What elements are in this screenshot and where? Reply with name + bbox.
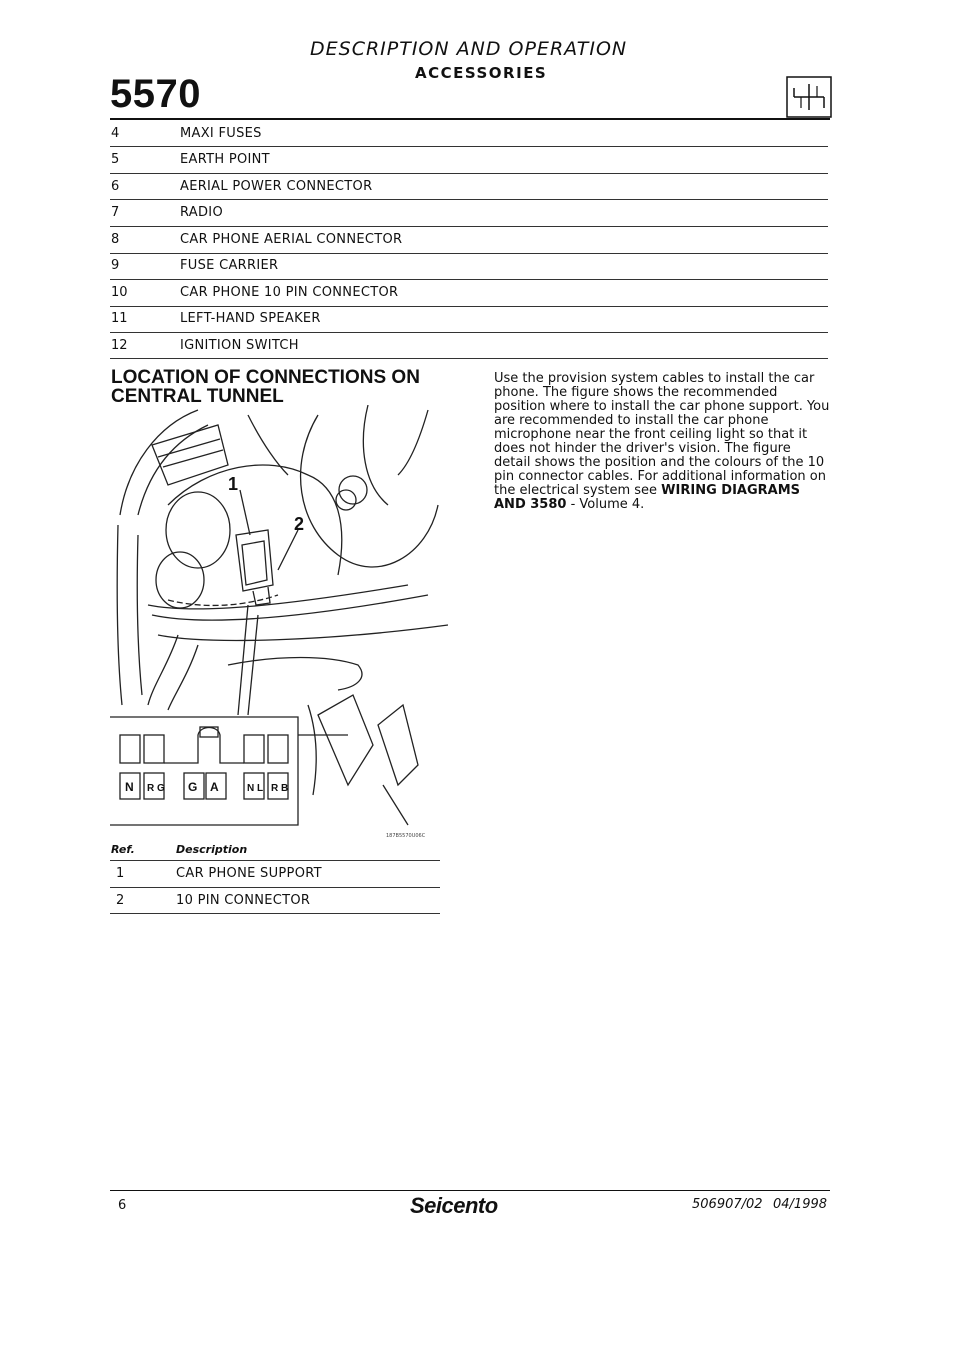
- legend-row-number: 7: [111, 205, 120, 220]
- row-divider: [110, 332, 828, 333]
- legend-row-number: 8: [111, 232, 120, 247]
- legend-row-description: RADIO: [180, 205, 223, 220]
- row-divider: [110, 199, 828, 200]
- legend-row-description: AERIAL POWER CONNECTOR: [180, 179, 373, 194]
- document-subtitle: ACCESSORIES: [415, 64, 548, 82]
- pin-label: A: [210, 780, 219, 794]
- ref-row-description: CAR PHONE SUPPORT: [176, 866, 322, 881]
- ref-column-header: Ref.: [111, 843, 135, 856]
- instructions-paragraph: [494, 372, 830, 512]
- legend-row-description: FUSE CARRIER: [180, 258, 279, 273]
- legend-row-description: LEFT-HAND SPEAKER: [180, 311, 321, 326]
- brand-logo: Seicento: [410, 1193, 498, 1218]
- row-divider: [110, 279, 828, 280]
- legend-row-description: IGNITION SWITCH: [180, 338, 299, 353]
- header-rule: [110, 118, 830, 120]
- document-number: 506907/02: [692, 1197, 763, 1212]
- section-code: 5570: [110, 72, 201, 116]
- legend-row-description: CAR PHONE 10 PIN CONNECTOR: [180, 285, 399, 300]
- document-title: DESCRIPTION AND OPERATION: [310, 38, 628, 60]
- legend-row-description: CAR PHONE AERIAL CONNECTOR: [180, 232, 403, 247]
- pin-label: N L: [247, 783, 264, 794]
- figure-code: 187B5570U06C: [386, 833, 426, 839]
- callout-2: 2: [294, 514, 305, 534]
- pin-label: R G: [147, 783, 165, 794]
- paragraph-cross-reference: WIRING DIAGRAMS AND 3580: [494, 483, 801, 512]
- legend-row-description: EARTH POINT: [180, 152, 270, 167]
- row-divider: [110, 306, 828, 307]
- legend-row-number: 10: [111, 285, 128, 300]
- row-divider: [110, 887, 440, 888]
- legend-row-description: MAXI FUSES: [180, 126, 262, 141]
- pin-label: R B: [271, 783, 289, 794]
- row-divider: [110, 253, 828, 254]
- section-heading-line: CENTRAL TUNNEL: [111, 386, 284, 407]
- legend-row-number: 6: [111, 179, 120, 194]
- row-divider: [110, 173, 828, 174]
- pin-label: N: [125, 780, 134, 794]
- paragraph-text: Use the provision system cables to install the car phone. The figure shows the recommended position where to install the car phone support. You are recommended to install the car phone microphone near the front ceiling light so that it does not hinder the driver's vision. The figure detail shows the position and the colours of the 10 pin connector cables. For additional information on the electrical system see: [494, 371, 830, 498]
- gearbox-icon: [786, 76, 832, 118]
- ref-row-number: 1: [116, 866, 125, 881]
- row-divider: [110, 358, 828, 359]
- section-heading: [111, 368, 431, 406]
- dashboard-illustration: [108, 405, 448, 845]
- row-divider: [110, 226, 828, 227]
- description-column-header: Description: [176, 843, 248, 856]
- table-header-divider: [110, 860, 440, 861]
- row-divider: [110, 146, 828, 147]
- page-number: 6: [118, 1198, 127, 1213]
- paragraph-text-end: - Volume 4.: [566, 497, 645, 512]
- pin-label: G: [188, 780, 198, 794]
- legend-row-number: 12: [111, 338, 128, 353]
- footer-rule: [110, 1190, 830, 1191]
- callout-1: 1: [228, 474, 239, 494]
- ref-row-description: 10 PIN CONNECTOR: [176, 893, 311, 908]
- section-heading-line: LOCATION OF CONNECTIONS ON: [111, 367, 420, 388]
- row-divider: [110, 913, 440, 914]
- legend-row-number: 9: [111, 258, 120, 273]
- legend-row-number: 4: [111, 126, 120, 141]
- ref-row-number: 2: [116, 893, 125, 908]
- legend-row-number: 5: [111, 152, 120, 167]
- document-date: 04/1998: [773, 1197, 828, 1212]
- legend-row-number: 11: [111, 311, 128, 326]
